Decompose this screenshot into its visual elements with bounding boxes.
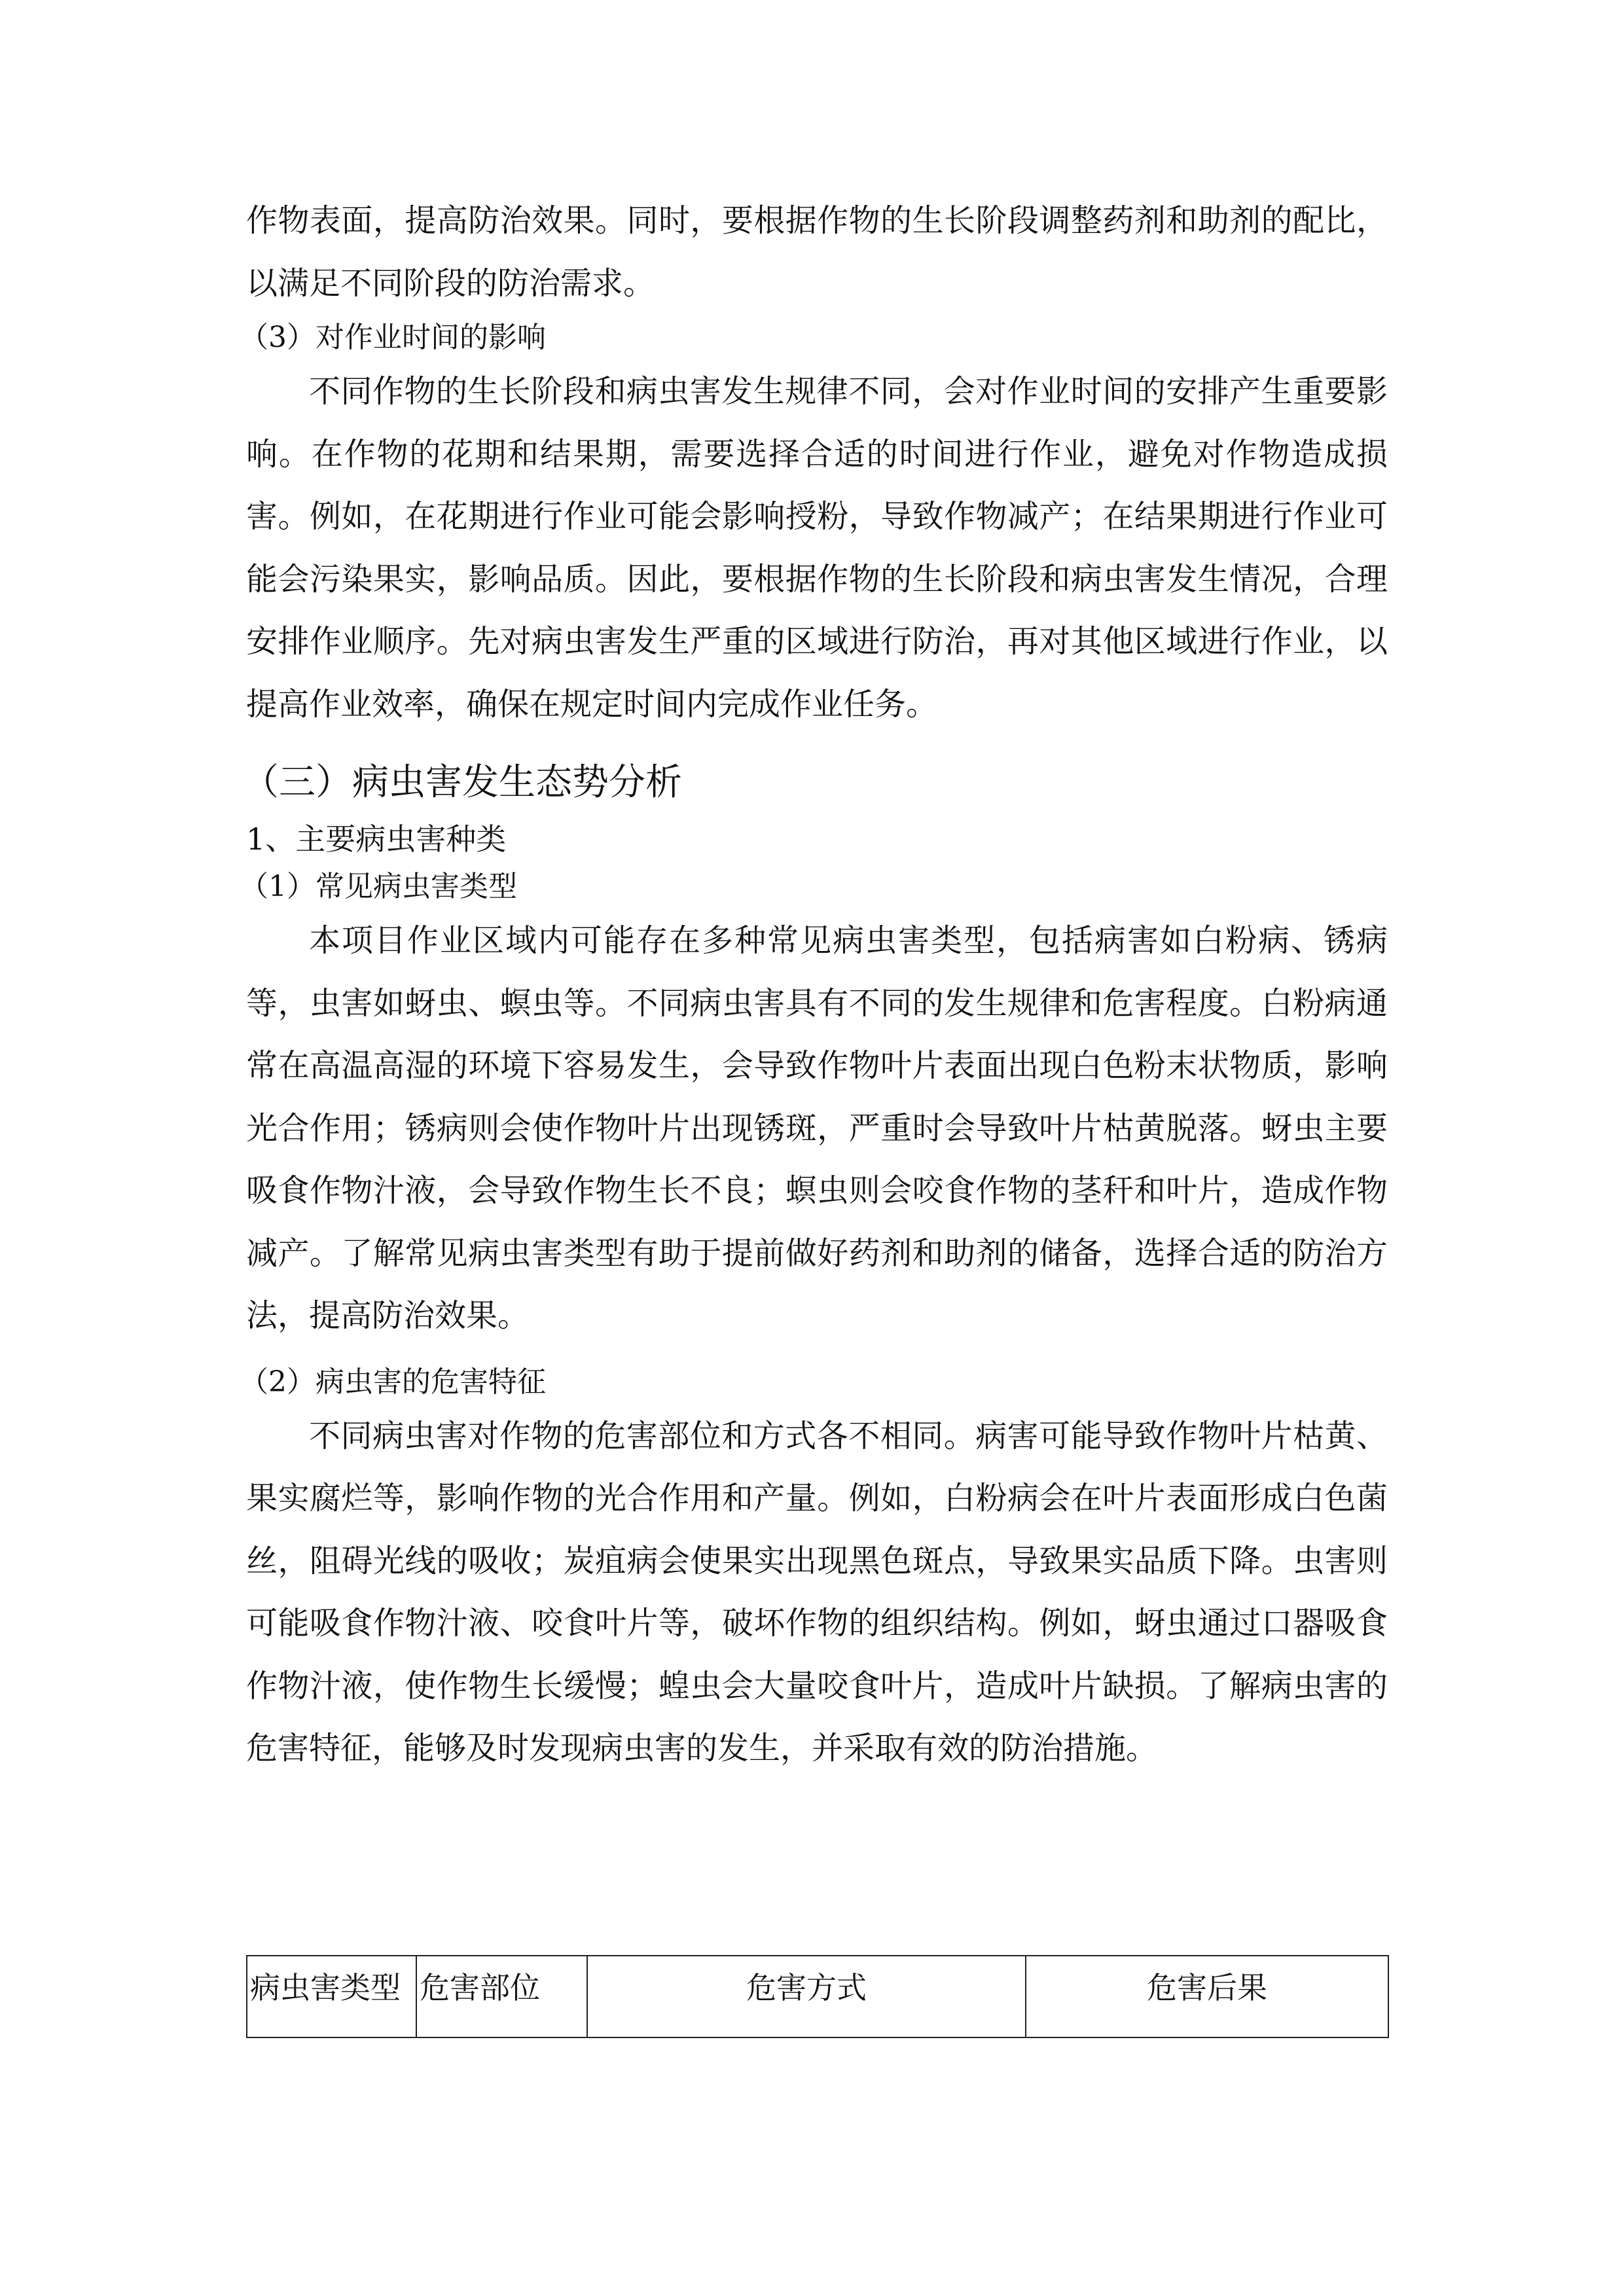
subhead-harm-features: （2）病虫害的危害特征 bbox=[240, 1365, 546, 1399]
table-header-row bbox=[247, 1956, 1388, 2037]
table-header-cell-part: 危害部位 bbox=[416, 1956, 587, 2037]
table-header-cell-result: 危害后果 bbox=[1026, 1956, 1388, 2037]
section-heading: （三）病虫害发生态势分析 bbox=[242, 761, 682, 804]
table-header-cell-method: 危害方式 bbox=[587, 1956, 1026, 2037]
subhead-common-types: （1）常见病虫害类型 bbox=[240, 870, 517, 903]
paragraph-harm-features: 不同病虫害对作物的危害部位和方式各不相同。病害可能导致作物叶片枯黄、果实腐烂等，影响作物的光合作用和产量。例如，白粉病会在叶片表面形成白色菌丝，阻碍光线的吸收；炭疽病会使果实出现黑色斑点，导致果实品质下降。虫害则可能吸食作物汁液、咬食叶片等，破坏作物的组织结构。例如，蚜虫通过口器吸食作物汁液，使作物生长缓慢；蝗虫会大量咬食叶片，造成叶片缺损。了解病虫害的危害特征，能够及时发现病虫害的发生，并采取有效的防治措施。 bbox=[246, 1417, 1388, 1767]
table-header-cell-type: 病虫害类型 bbox=[247, 1956, 416, 2037]
subhead-operation-time: （3）对作业时间的影响 bbox=[240, 321, 546, 354]
paragraph-operation-time: 不同作物的生长阶段和病虫害发生规律不同，会对作业时间的安排产生重要影响。在作物的花期和结果期，需要选择合适的时间进行作业，避免对作物造成损害。例如，在花期进行作业可能会影响授粉，导致作物减产；在结果期进行作业可能会污染果实，影响品质。因此，要根据作物的生长阶段和病虫害发生情况，合理安排作业顺序。先对病虫害发生严重的区域进行防治，再对其他区域进行作业，以提高作业效率，确保在规定时间内完成作业任务。 bbox=[246, 373, 1388, 723]
paragraph-common-types: 本项目作业区域内可能存在多种常见病虫害类型，包括病害如白粉病、锈病等，虫害如蚜虫、螟虫等。不同病虫害具有不同的发生规律和危害程度。白粉病通常在高温高湿的环境下容易发生，会导致作物叶片表面出现白色粉末状物质，影响光合作用；锈病则会使作物叶片出现锈斑，严重时会导致叶片枯黄脱落。蚜虫主要吸食作物汁液，会导致作物生长不良；螟虫则会咬食作物的茎秆和叶片，造成作物减产。了解常见病虫害类型有助于提前做好药剂和助剂的储备，选择合适的防治方法，提高防治效果。 bbox=[246, 922, 1388, 1334]
harm-table bbox=[246, 1955, 1389, 2038]
subsection-heading: 1、主要病虫害种类 bbox=[246, 821, 507, 857]
paragraph-continued: 作物表面，提高防治效果。同时，要根据作物的生长阶段调整药剂和助剂的配比，以满足不同阶段的防治需求。 bbox=[246, 202, 1388, 302]
document-body bbox=[240, 190, 1388, 1780]
